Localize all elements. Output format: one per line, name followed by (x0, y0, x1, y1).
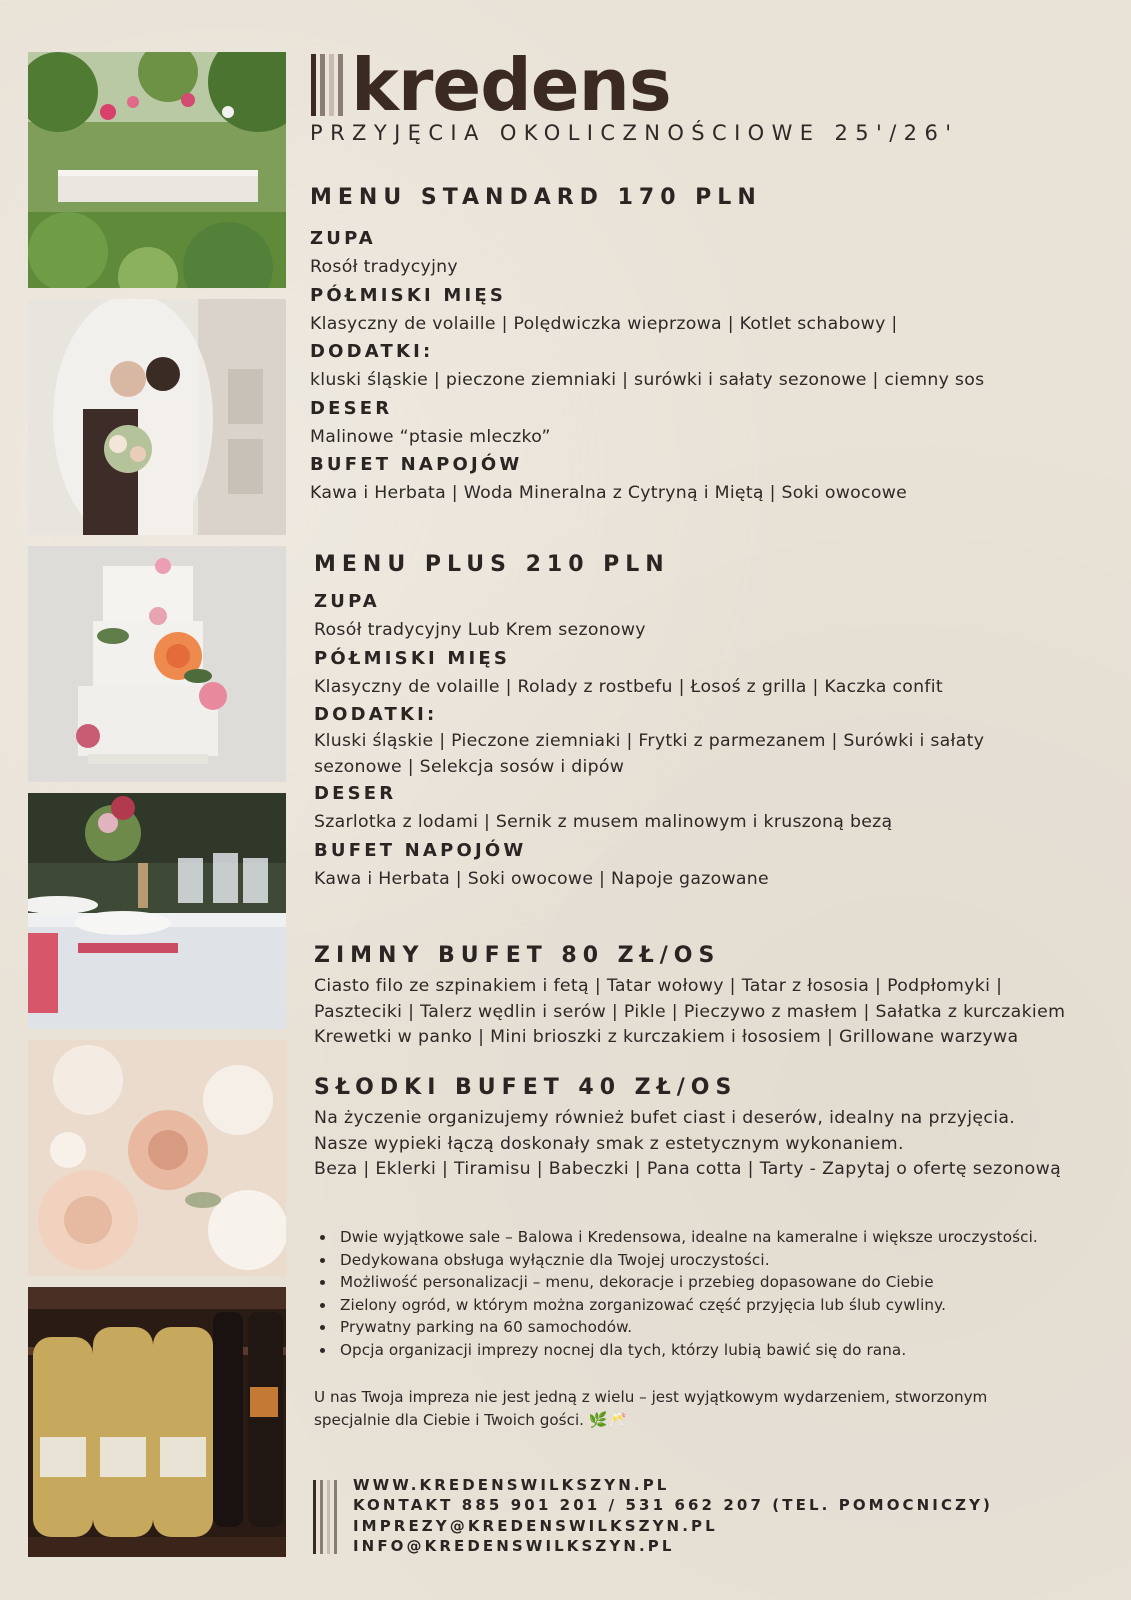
menu-category: DESER (314, 783, 397, 805)
flowers-photo (28, 1040, 286, 1276)
feature-item: • Dwie wyjątkowe sale – Balowa i Kredensowa, idealne na kameralne i większe uroczystości. (336, 1226, 1131, 1249)
menu-category: DESER (310, 397, 393, 419)
brand-subtitle: PRZYJĘCIA OKOLICZNOŚCIOWE 25'/26' (310, 121, 959, 145)
email-link[interactable]: INFO@KREDENSWILKSZYN.PL (353, 1537, 675, 1556)
menu-category: PÓŁMISKI MIĘS (310, 284, 507, 306)
menu-item: Kluski śląskie | Pieczone ziemniaki | Frytki z parmezanem | Surówki i sałaty (314, 731, 985, 752)
menu-plus (314, 550, 1114, 894)
feature-item: • Możliwość personalizacji – menu, dekoracje i przebieg dopasowane do Ciebie (336, 1271, 1131, 1294)
slodki-bufet (314, 1073, 1114, 1183)
wine-bottles-photo (28, 1287, 286, 1557)
menu-item: Rosół tradycyjny Lub Krem sezonowy (314, 620, 646, 640)
website-link[interactable]: WWW.KREDENSWILKSZYN.PL (353, 1476, 670, 1494)
menu-item: Klasyczny de volaille | Polędwiczka wieprzowa | Kotlet schabowy | (310, 313, 898, 334)
feature-item: • Dedykowana obsługa wyłącznie dla Twojej uroczystości. (336, 1249, 1131, 1272)
menu-category: DODATKI: (314, 704, 438, 726)
menu-item: Szarlotka z lodami | Sernik z musem malinowym i kruszoną bezą (314, 812, 893, 833)
menu-category: ZUPA (314, 591, 380, 612)
wedding-cake-photo (28, 546, 286, 782)
menu-category: BUFET NAPOJÓW (310, 454, 523, 476)
menu-standard-title: MENU STANDARD 170 PLN (310, 185, 762, 210)
closing-line: specjalnie dla Ciebie i Twoich gości. (314, 1410, 584, 1429)
menu-item: Rosół tradycyjny (310, 257, 458, 277)
garden-party-photo (28, 52, 286, 288)
menu-item: kluski śląskie | pieczone ziemniaki | surówki i sałaty sezonowe | ciemny sos (310, 370, 985, 391)
features-list (314, 1226, 1131, 1362)
logo-bars-icon (311, 54, 343, 116)
feature-item: • Prywatny parking na 60 samochodów. (336, 1316, 1131, 1339)
menu-item: Kawa i Herbata | Soki owocowe | Napoje gazowane (314, 868, 769, 889)
bufet-line: Beza | Eklerki | Tiramisu | Babeczki | Pana cotta | Tarty - Zapytaj o ofertę sezonową (314, 1159, 1062, 1180)
closing-text (314, 1386, 1094, 1431)
bufet-line: Nasze wypieki łączą doskonały smak z estetycznym wykonaniem. (314, 1133, 904, 1154)
feature-item: • Zielony ogród, w którym można zorganizować część przyjęcia lub ślub cywliny. (336, 1294, 1131, 1317)
bufet-line: Ciasto filo ze szpinakiem i fetą | Tatar wołowy | Tatar z łososia | Podpłomyki | (314, 976, 1003, 996)
menu-category: BUFET NAPOJÓW (314, 839, 527, 861)
table-setting-photo (28, 793, 286, 1029)
menu-item: sezonowe | Selekcja sosów i dipów (314, 756, 625, 777)
menu-category: PÓŁMISKI MIĘS (314, 647, 511, 669)
brand-logo (311, 43, 671, 127)
brand-name: kredens (351, 43, 671, 127)
slodki-bufet-title: SŁODKI BUFET 40 ZŁ/OS (314, 1075, 738, 1100)
menu-category: ZUPA (310, 228, 376, 249)
bufet-line: Na życzenie organizujemy również bufet ciast i deserów, idealny na przyjęcia. (314, 1108, 1016, 1128)
menu-plus-title: MENU PLUS 210 PLN (314, 552, 670, 577)
contact-info (353, 1475, 993, 1557)
emoji-icon: 🌿🥂 (588, 1410, 627, 1429)
zimny-bufet (314, 941, 1114, 1051)
menu-item: Klasyczny de volaille | Rolady z rostbefu | Łosoś z grilla | Kaczka confit (314, 676, 943, 697)
feature-item: • Opcja organizacji imprezy nocnej dla tych, którzy lubią bawić się do rana. (336, 1339, 1131, 1362)
menu-standard (310, 183, 1110, 508)
menu-item: Kawa i Herbata | Woda Mineralna z Cytryną i Miętą | Soki owocowe (310, 483, 908, 504)
menu-item: Malinowe “ptasie mleczko” (310, 426, 551, 447)
bufet-line: Krewetki w panko | Mini brioszki z kurczakiem i łososiem | Grillowane warzywa (314, 1027, 1019, 1048)
email-link[interactable]: IMPREZY@KREDENSWILKSZYN.PL (353, 1516, 718, 1535)
menu-category: DODATKI: (310, 341, 434, 363)
zimny-bufet-title: ZIMNY BUFET 80 ZŁ/OS (314, 943, 721, 968)
bufet-line: Paszteciki | Talerz wędlin i serów | Pikle | Pieczywo z masłem | Sałatka z kurczakiem (314, 1001, 1066, 1022)
closing-line: U nas Twoja impreza nie jest jedną z wielu – jest wyjątkowym wydarzeniem, stworzonym (314, 1388, 988, 1406)
phone-info: KONTAKT 885 901 201 / 531 662 207 (TEL. POMOCNICZY) (353, 1496, 993, 1515)
contact-bars-icon (313, 1480, 337, 1554)
wedding-couple-photo (28, 299, 286, 535)
